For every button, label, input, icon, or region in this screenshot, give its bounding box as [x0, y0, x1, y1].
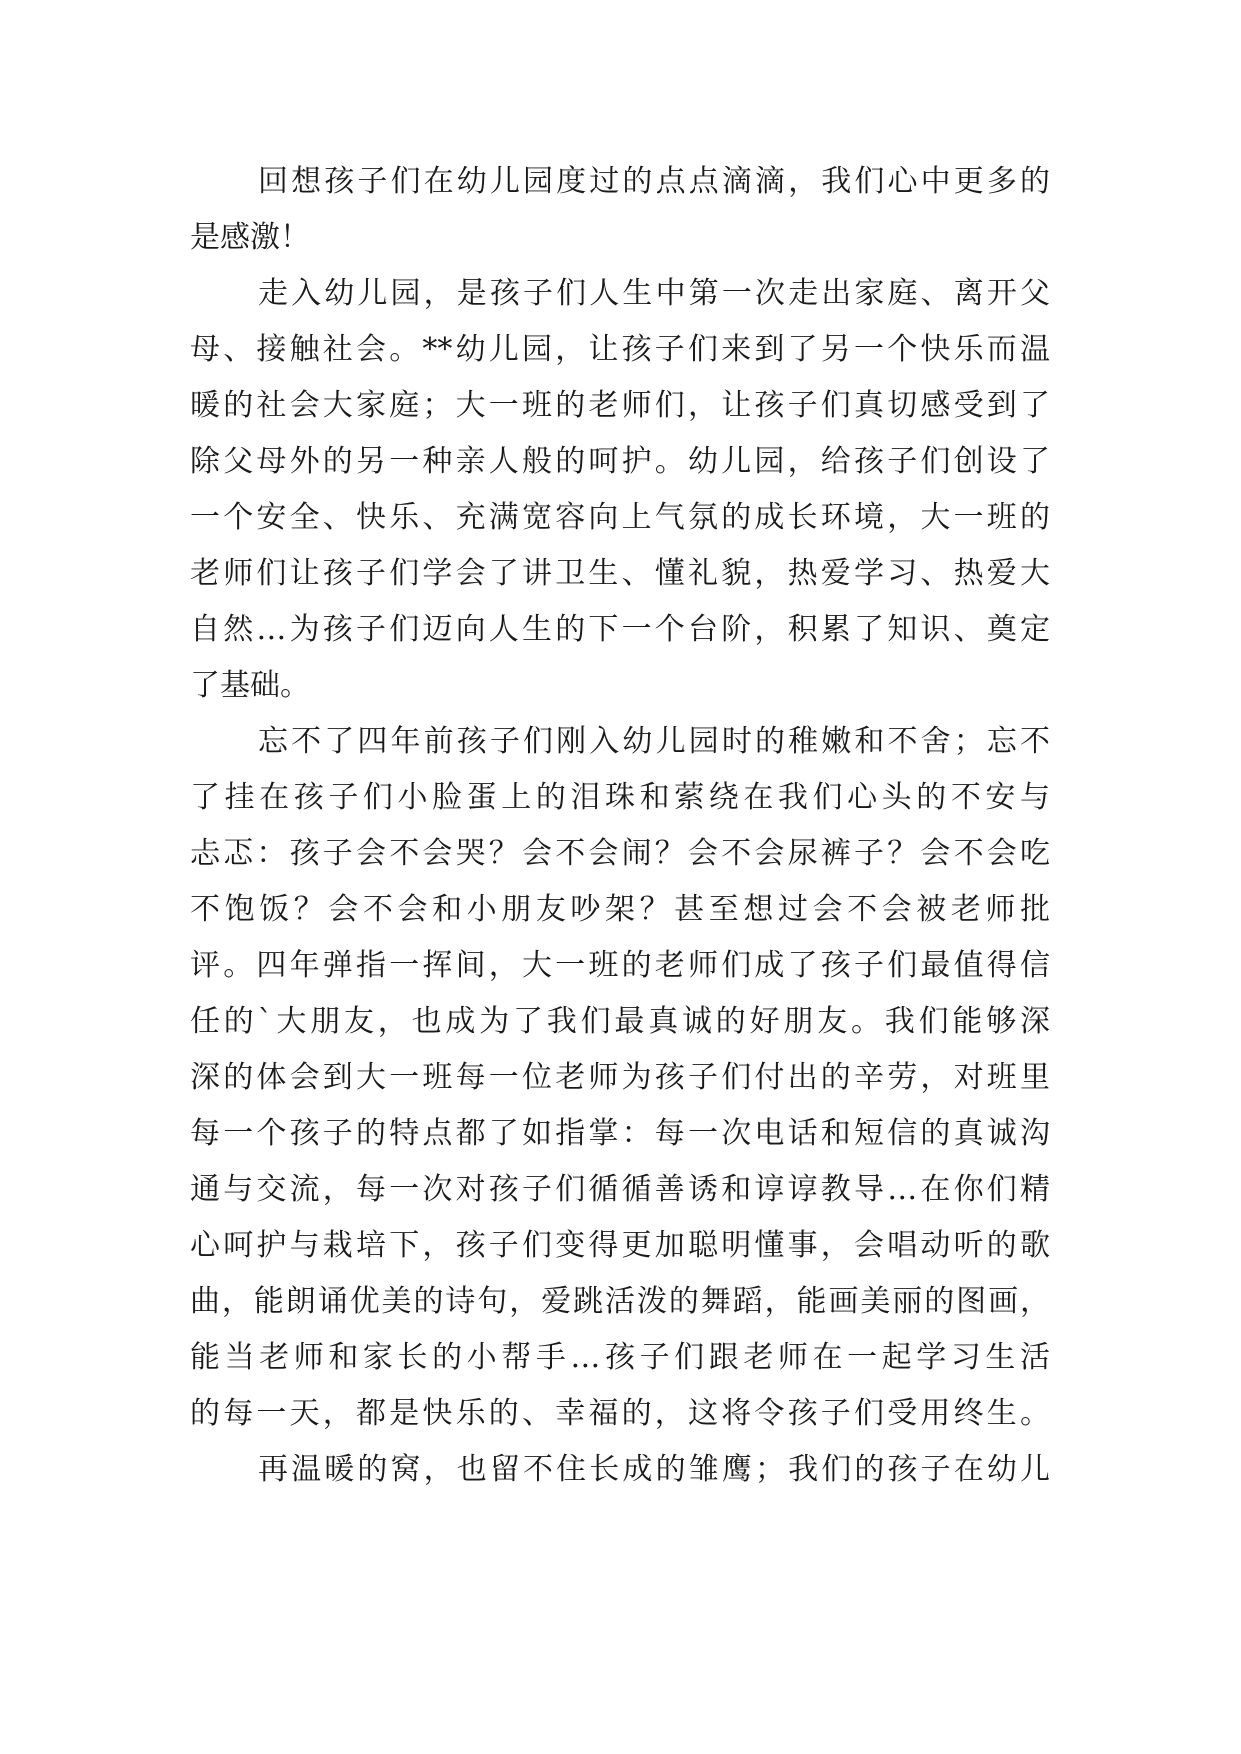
paragraph-2 [190, 266, 1050, 714]
text-line: 再温暖的窝，也留不住长成的雏鹰；我们的孩子在幼儿 [258, 1452, 1050, 1487]
paragraph-4 [190, 1442, 1050, 1498]
text-line: 每一个孩子的特点都了如指掌：每一次电话和短信的真诚沟 [190, 1116, 1050, 1151]
text-line: 的每一天，都是快乐的、幸福的，这将令孩子们受用终生。 [190, 1396, 1050, 1431]
text-line: 母、接触社会。**幼儿园，让孩子们来到了另一个快乐而温 [190, 332, 1050, 367]
text-line: 心呵护与栽培下，孩子们变得更加聪明懂事，会唱动听的歌 [190, 1228, 1050, 1263]
paragraph-3 [190, 714, 1050, 1442]
text-line: 通与交流，每一次对孩子们循循善诱和谆谆教导…在你们精 [190, 1172, 1050, 1207]
text-line: 评。四年弹指一挥间，大一班的老师们成了孩子们最值得信 [190, 948, 1050, 983]
text-line: 一个安全、快乐、充满宽容向上气氛的成长环境，大一班的 [190, 500, 1050, 535]
text-line: 回想孩子们在幼儿园度过的点点滴滴，我们心中更多的 [258, 164, 1050, 199]
paragraph-1 [190, 154, 1050, 266]
text-line: 老师们让孩子们学会了讲卫生、懂礼貌，热爱学习、热爱大 [190, 556, 1050, 591]
text-line: 了基础。 [190, 668, 310, 703]
text-line: 忘不了四年前孩子们刚入幼儿园时的稚嫩和不舍；忘不 [258, 724, 1050, 759]
text-line: 自然…为孩子们迈向人生的下一个台阶，积累了知识、奠定 [190, 612, 1050, 647]
text-line: 忐忑：孩子会不会哭？会不会闹？会不会尿裤子？会不会吃 [190, 836, 1050, 871]
text-line: 走入幼儿园，是孩子们人生中第一次走出家庭、离开父 [258, 276, 1050, 311]
text-line: 任的`大朋友，也成为了我们最真诚的好朋友。我们能够深 [190, 1004, 1050, 1039]
text-line: 暖的社会大家庭；大一班的老师们，让孩子们真切感受到了 [190, 388, 1050, 423]
text-line: 除父母外的另一种亲人般的呵护。幼儿园，给孩子们创设了 [190, 444, 1050, 479]
text-line: 不饱饭？会不会和小朋友吵架？甚至想过会不会被老师批 [190, 892, 1050, 927]
document-body [190, 154, 1050, 1498]
text-line: 了挂在孩子们小脸蛋上的泪珠和萦绕在我们心头的不安与 [190, 780, 1050, 815]
text-line: 能当老师和家长的小帮手…孩子们跟老师在一起学习生活 [190, 1340, 1050, 1375]
text-line: 曲，能朗诵优美的诗句，爱跳活泼的舞蹈，能画美丽的图画， [190, 1284, 1050, 1319]
text-line: 是感激！ [190, 220, 310, 255]
text-line: 深的体会到大一班每一位老师为孩子们付出的辛劳，对班里 [190, 1060, 1050, 1095]
